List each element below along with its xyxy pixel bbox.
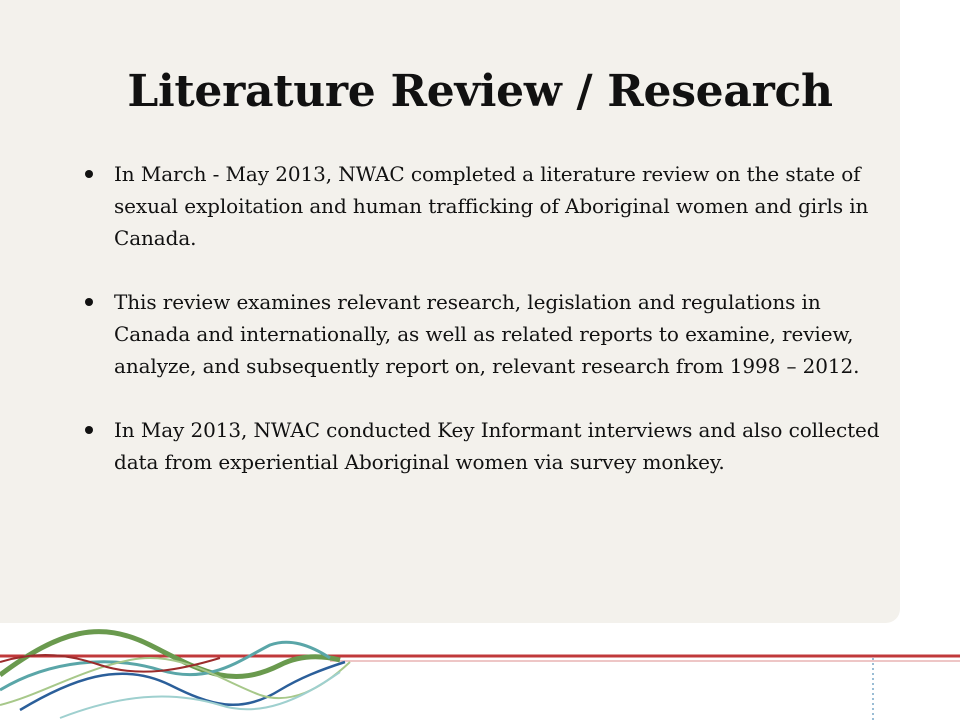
- bullet-item: [80, 158, 880, 254]
- slide-title: Literature Review / Research: [127, 66, 833, 117]
- bullet-text: In May 2013, NWAC conducted Key Informant interviews and also collected data from experiential Aboriginal women via survey monkey.: [114, 418, 880, 474]
- bullet-text: This review examines relevant research, legislation and regulations in Canada and internationally, as well as related reports to examine, review, analyze, and subsequently report on, relevant research from 1998 – 2012.: [114, 290, 860, 378]
- bullet-list: [80, 158, 880, 510]
- bullet-dot-icon: [85, 170, 93, 178]
- bullet-item: [80, 414, 880, 478]
- bullet-item: [80, 286, 880, 382]
- bullet-dot-icon: [85, 426, 93, 434]
- bullet-dot-icon: [85, 298, 93, 306]
- decorative-wave-graphic: [0, 600, 960, 720]
- blue-wave: [20, 662, 345, 710]
- bullet-text: In March - May 2013, NWAC completed a literature review on the state of sexual exploitation and human trafficking of Aboriginal women and girls in Canada.: [114, 162, 869, 250]
